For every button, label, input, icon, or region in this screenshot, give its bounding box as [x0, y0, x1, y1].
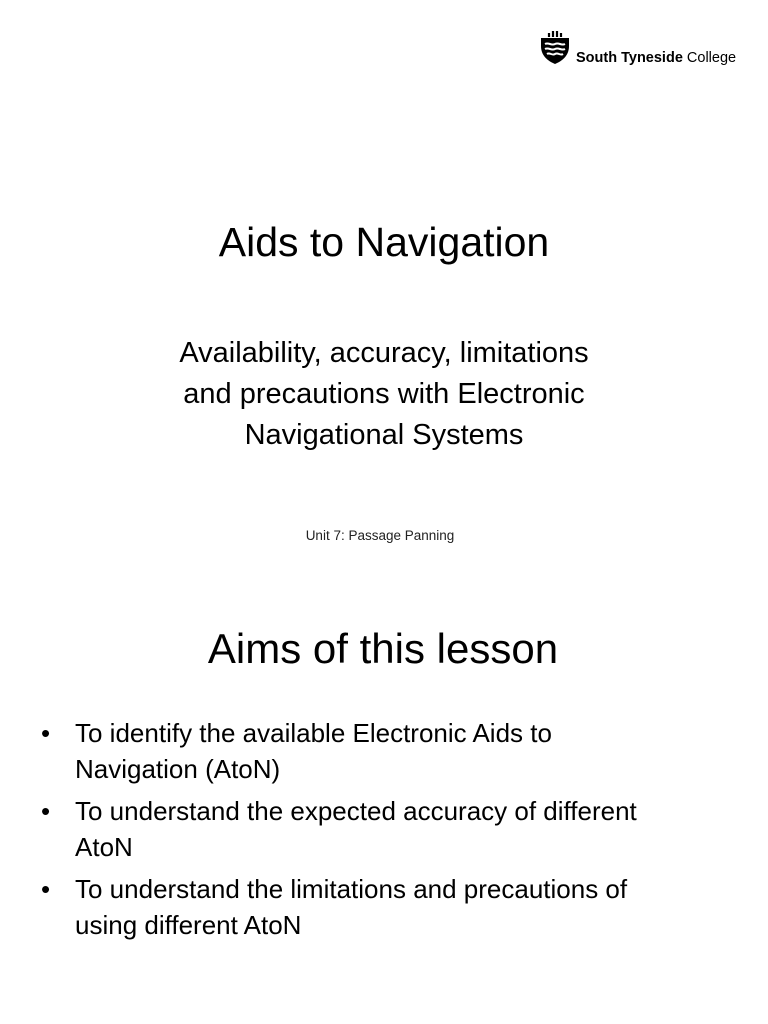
subtitle-line: and precautions with Electronic [183, 378, 585, 410]
college-name [576, 50, 736, 66]
aims-list [36, 716, 736, 950]
aims-list-item [36, 794, 736, 865]
bullet-icon: • [41, 718, 51, 748]
aims-item-line: Navigation (AtoN) [75, 753, 281, 784]
college-name-bold: South Tyneside [576, 50, 683, 66]
bullet-icon: • [41, 874, 51, 904]
aims-item-line: To understand the expected accuracy of different [75, 796, 637, 826]
aims-heading: Aims of this lesson [207, 625, 559, 672]
aims-item-line: AtoN [75, 831, 133, 862]
slide-title: Aids to Navigation [218, 219, 550, 265]
aims-item-line: To identify the available Electronic Aids to [75, 718, 552, 748]
aims-item-line: To understand the limitations and precautions of [75, 874, 628, 904]
ship-crest-icon [538, 28, 572, 66]
subtitle-line: Availability, accuracy, limitations [179, 337, 589, 369]
unit-caption: Unit 7: Passage Panning [305, 528, 455, 543]
aims-list-item [36, 716, 736, 787]
aims-list-item [36, 872, 736, 943]
slide-subtitle [100, 333, 668, 456]
aims-item-line: using different AtoN [75, 909, 302, 940]
bullet-icon: • [41, 796, 51, 826]
college-name-regular: College [686, 50, 737, 66]
college-logo [538, 28, 748, 68]
subtitle-line: Navigational Systems [244, 419, 524, 451]
